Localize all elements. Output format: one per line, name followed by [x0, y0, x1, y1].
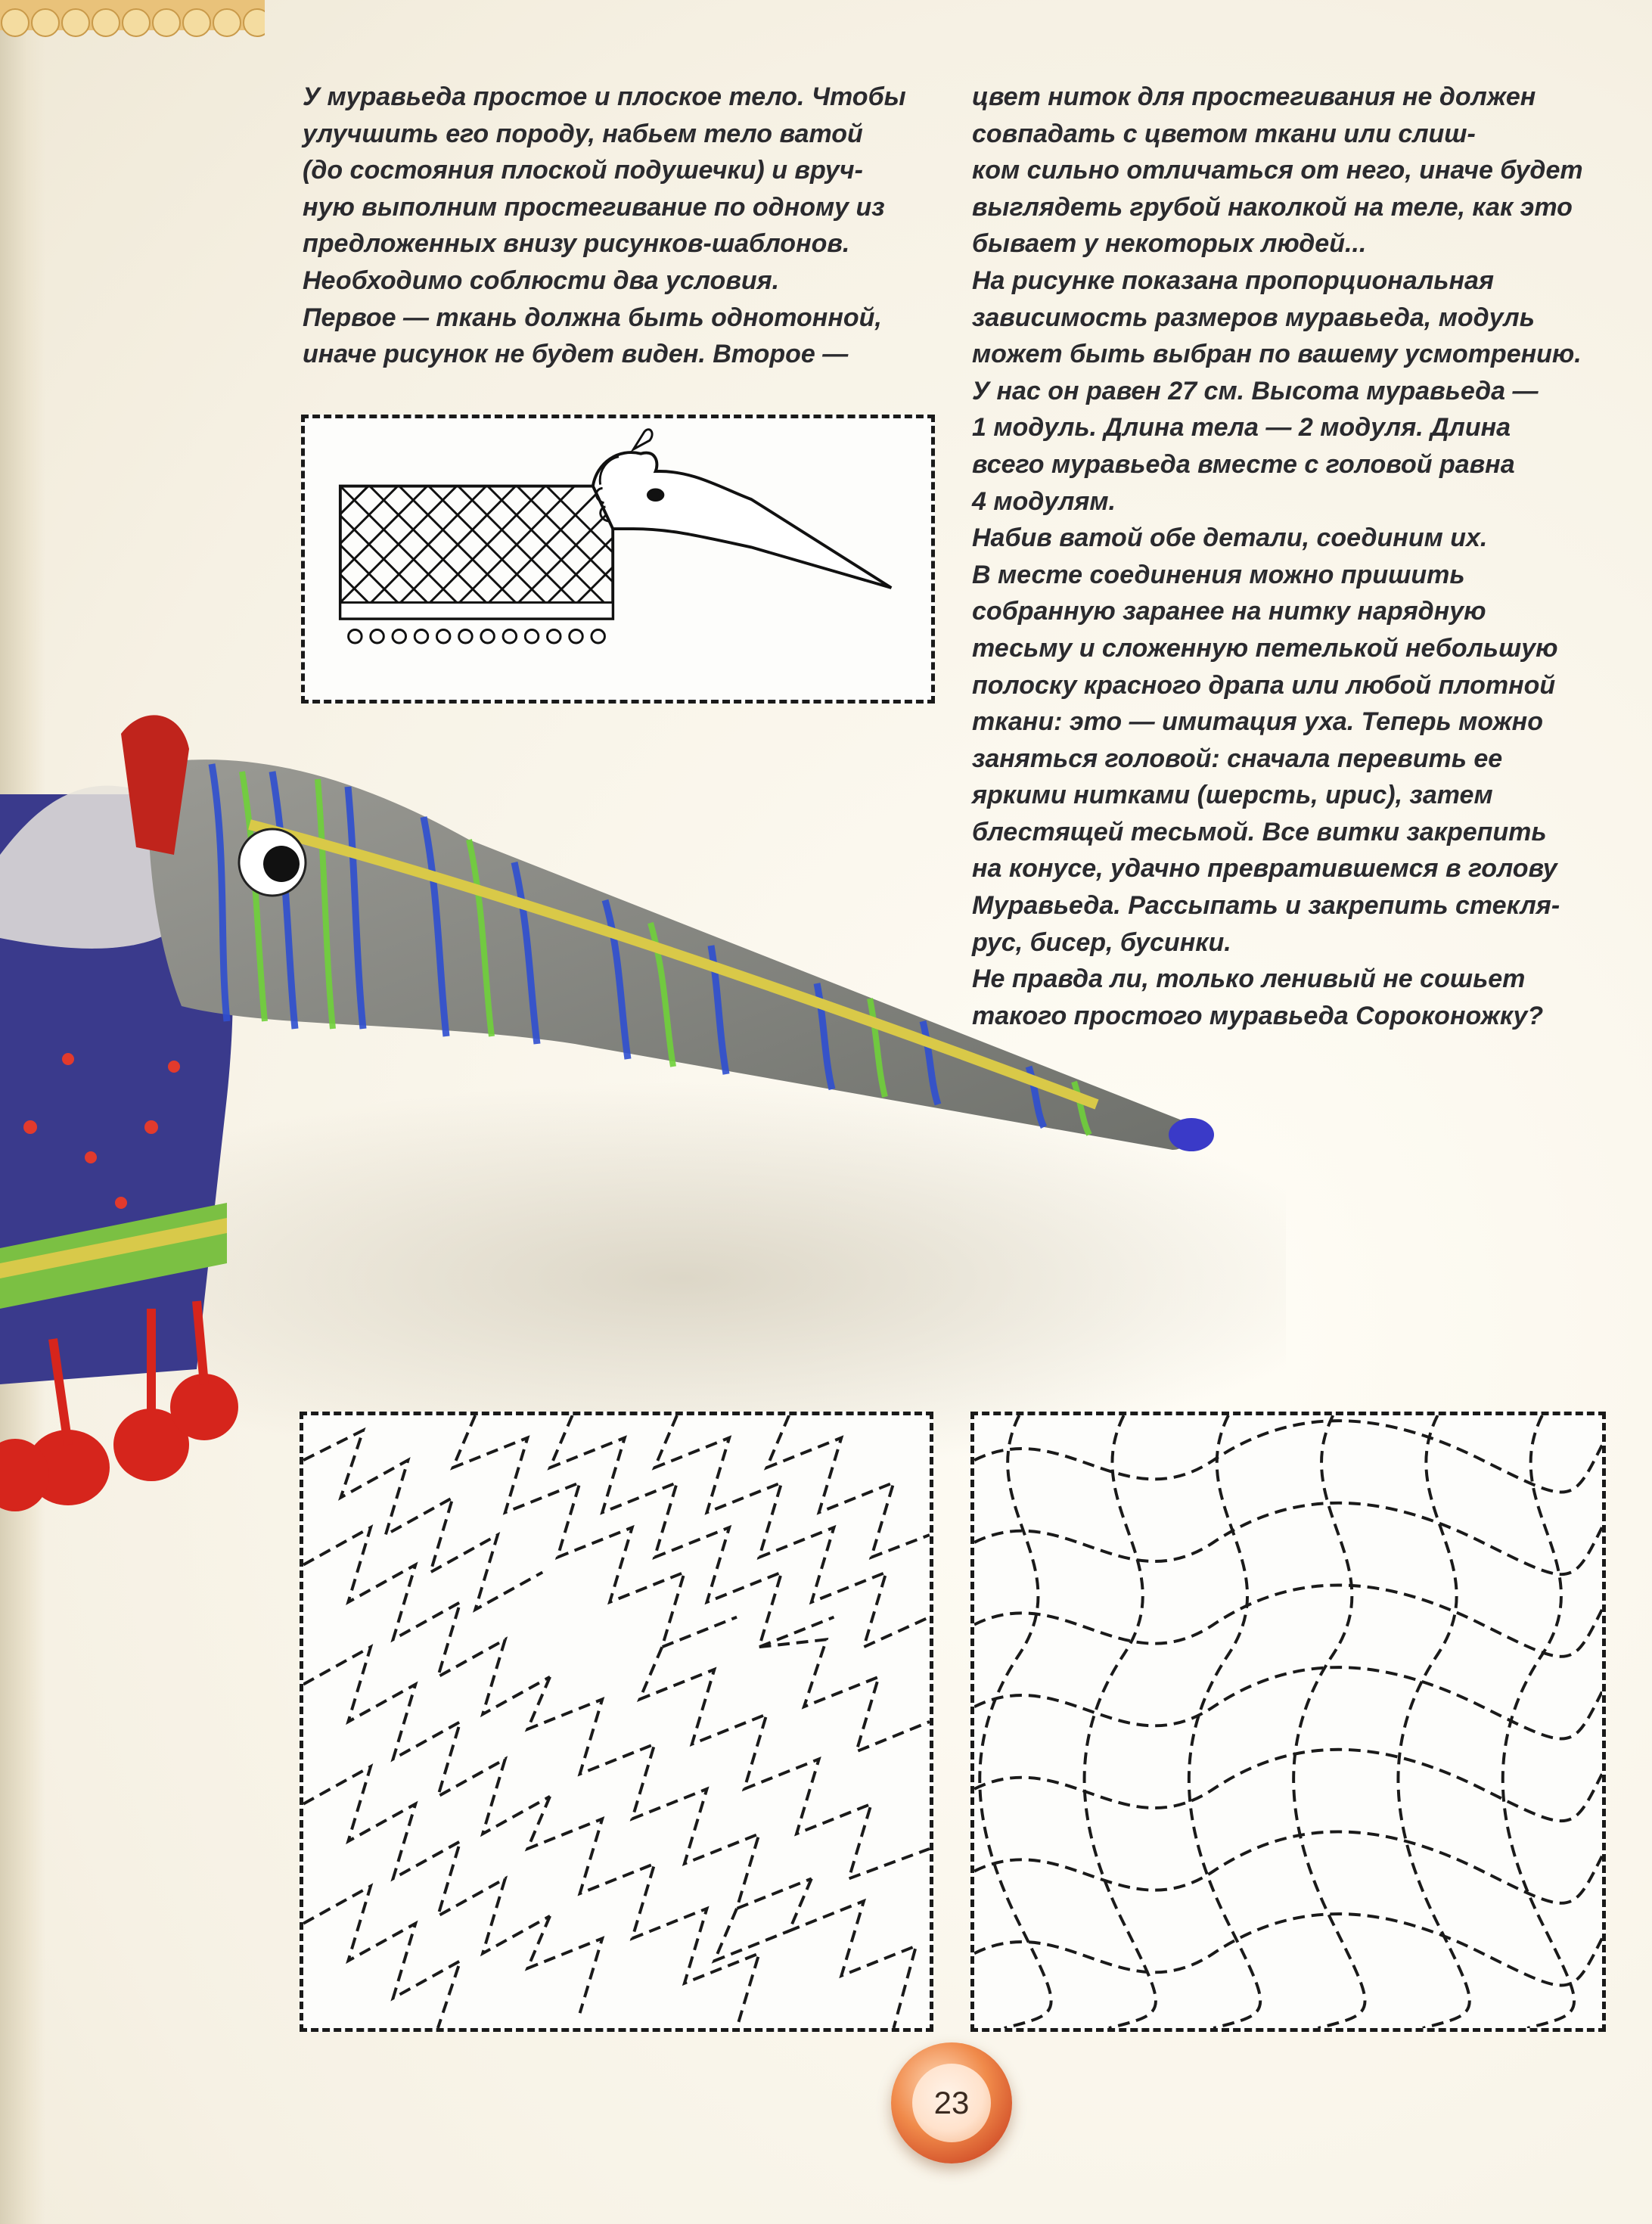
text-line: на конусе, удачно превратившемся в голову	[972, 854, 1557, 884]
text-column-left	[303, 79, 938, 373]
text-line: может быть выбран по вашему усмотрению.	[972, 340, 1582, 369]
lace-border-decoration	[0, 0, 265, 53]
text-line: выглядеть грубой наколкой на теле, как это	[972, 192, 1573, 222]
zigzag-pattern-drawing	[303, 1415, 930, 2028]
text-line: 4 модулям.	[972, 486, 1116, 516]
text-line: всего муравьеда вместе с головой равна	[972, 449, 1515, 479]
anteater-outline-drawing	[305, 418, 931, 700]
zigzag-quilting-template	[300, 1412, 933, 2032]
page-number-button	[891, 2042, 1012, 2163]
text-line: полоску красного драпа или любой плотной	[972, 670, 1556, 700]
wave-quilting-template	[970, 1412, 1606, 2032]
text-line: рус, бисер, бусинки.	[972, 927, 1231, 957]
text-line: совпадать с цветом ткани или слиш-	[972, 119, 1476, 148]
text-line: собранную заранее на нитку нарядную	[972, 597, 1486, 626]
anteater-diagram	[301, 415, 935, 704]
page-number: 23	[933, 2085, 970, 2120]
text-line: Не правда ли, только ленивый не сошьет	[972, 964, 1526, 994]
wave-pattern-drawing	[974, 1415, 1602, 2028]
text-line: (до состояния плоской подушечки) и вруч-	[303, 156, 863, 185]
text-line: ную выполним простегивание по одному из	[303, 192, 885, 222]
toy-anteater-photo	[0, 704, 1286, 1536]
text-line: Набив ватой обе детали, соединим их.	[972, 523, 1488, 553]
body-fringe-beads	[349, 629, 605, 643]
text-line: тесьму и сложенную петелькой небольшую	[972, 633, 1558, 663]
anteater-ear-shape	[633, 430, 652, 449]
text-line: такого простого муравьеда Сороконожку?	[972, 1001, 1544, 1030]
text-line: ком сильно отличаться от него, иначе будет	[972, 156, 1583, 185]
text-line: блестящей тесьмой. Все витки закрепить	[972, 817, 1547, 846]
anteater-head-shape	[593, 452, 891, 588]
text-line: У нас он равен 27 см. Высота муравьеда —	[972, 376, 1539, 405]
text-line: предложенных внизу рисунков-шаблонов.	[303, 229, 850, 259]
text-line: заняться головой: сначала перевить ее	[972, 744, 1503, 773]
text-line: ткани: это — имитация уха. Теперь можно	[972, 707, 1543, 737]
body-bottom-strip	[340, 602, 613, 618]
text-line: зависимость размеров муравьеда, модуль	[972, 303, 1535, 332]
text-line: Муравьеда. Рассыпать и закрепить стекля-	[972, 891, 1560, 921]
text-line: яркими нитками (шерсть, ирис), затем	[972, 781, 1493, 810]
text-line: На рисунке показана пропорциональная	[972, 266, 1494, 295]
body-quilting-lines	[340, 486, 613, 619]
text-line: Первое — ткань должна быть однотонной,	[303, 303, 882, 332]
page-number-face	[912, 2064, 991, 2142]
text-line: Необходимо соблюсти два условия.	[303, 266, 780, 295]
text-line: улучшить его породу, набьем тело ватой	[303, 119, 863, 148]
text-line: бывает у некоторых людей...	[972, 229, 1367, 259]
anteater-eye	[647, 489, 664, 502]
text-line: цвет ниток для простегивания не должен	[972, 82, 1536, 111]
text-line: 1 модуль. Длина тела — 2 модуля. Длина	[972, 413, 1511, 443]
text-line: В месте соединения можно пришить	[972, 560, 1465, 589]
text-line: У муравьеда простое и плоское тело. Чтобы	[303, 82, 906, 111]
text-line: иначе рисунок не будет виден. Второе —	[303, 340, 849, 369]
